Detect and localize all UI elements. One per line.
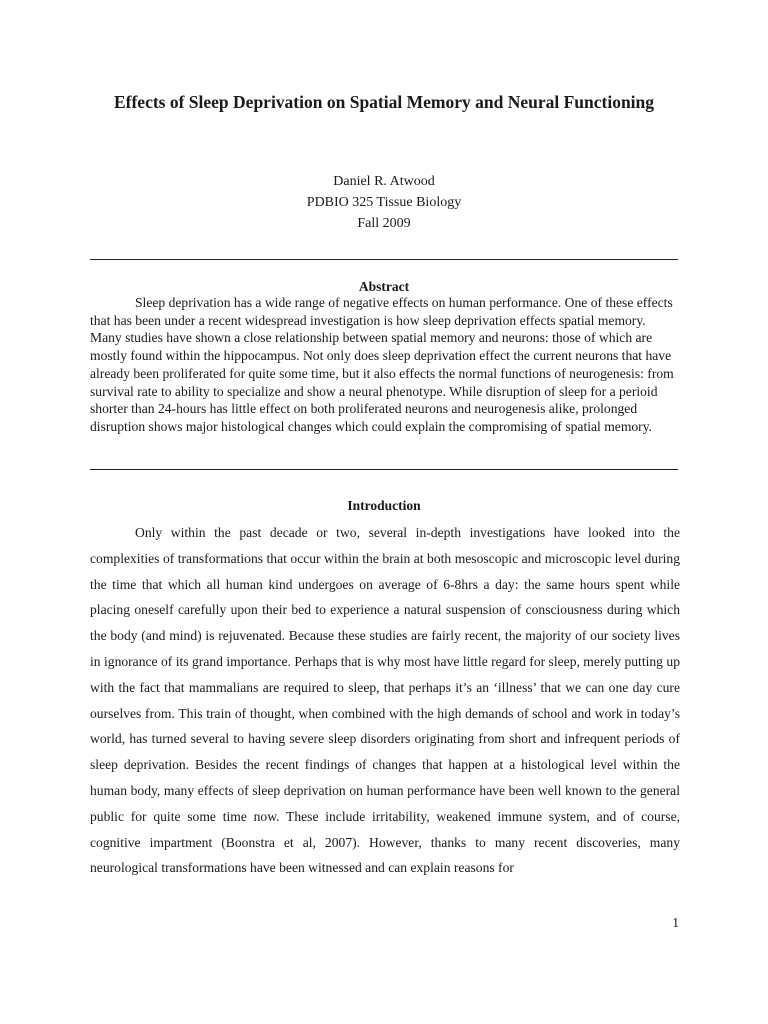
abstract-heading: Abstract [358, 279, 410, 294]
abstract-bottom-divider [90, 469, 678, 470]
term: Fall 2009 [357, 216, 411, 231]
author-name: Daniel R. Atwood [333, 174, 435, 189]
page-number: 1 [672, 915, 679, 930]
author-block [90, 171, 678, 234]
abstract-text: Sleep deprivation has a wide range of negative effects on human performance. One of these effects that has been under a recent widespread investigation is how sleep deprivation effects spatial memory. Many studies have shown a close relationship between spatial memory and neurons: those of which are mostly found within the hippocampus. Not only does sleep deprivation effect the current neurons that have already been proliferated for quite some time, but it also effects the normal functions of neurogenesis: from survival rate to ability to specialize and show a neural phenotype. While disruption of sleep for a perioid shorter than 24-hours has little effect on both proliferated neurons and neurogenesis alike, prolonged disruption shows major histological changes which could explain the compromising of spatial memory. [90, 295, 674, 434]
introduction-heading: Introduction [347, 498, 421, 513]
course-name: PDBIO 325 Tissue Biology [306, 195, 462, 210]
paper-title: Effects of Sleep Deprivation on Spatial Memory and Neural Functioning [113, 92, 655, 112]
introduction-text: Only within the past decade or two, several in-depth investigations have looked into the complexities of transformations that occur within the brain at both mesoscopic and microscopic level during the time that which all human kind undergoes on average of 6-8hrs a day: the same hours spent while placing oneself carefully upon their bed to experience a natural suspension of consciousness during which the body (and mind) is rejuvenated. Because these studies are fairly recent, the majority of our society lives in ignorance of its grand importance. Perhaps that is why most have little regard for sleep, merely putting up with the fact that mammalians are required to sleep, that perhaps it’s an ‘illness’ that we can one day cure ourselves from. This train of thought, when combined with the high demands of school and work in today’s world, has turned several to having severe sleep disorders originating from short and infrequent periods of sleep deprivation. Besides the recent findings of changes that happen at a histological level within the human body, many effects of sleep deprivation on human performance have been well known to the general public for quite some time now. These include irritability, weakened immune system, and of course, cognitive impartment (Boonstra et al, 2007). However, thanks to many recent discoveries, many neurological transformations have been witnessed and can explain reasons for [90, 525, 680, 876]
abstract-top-divider [90, 259, 678, 260]
